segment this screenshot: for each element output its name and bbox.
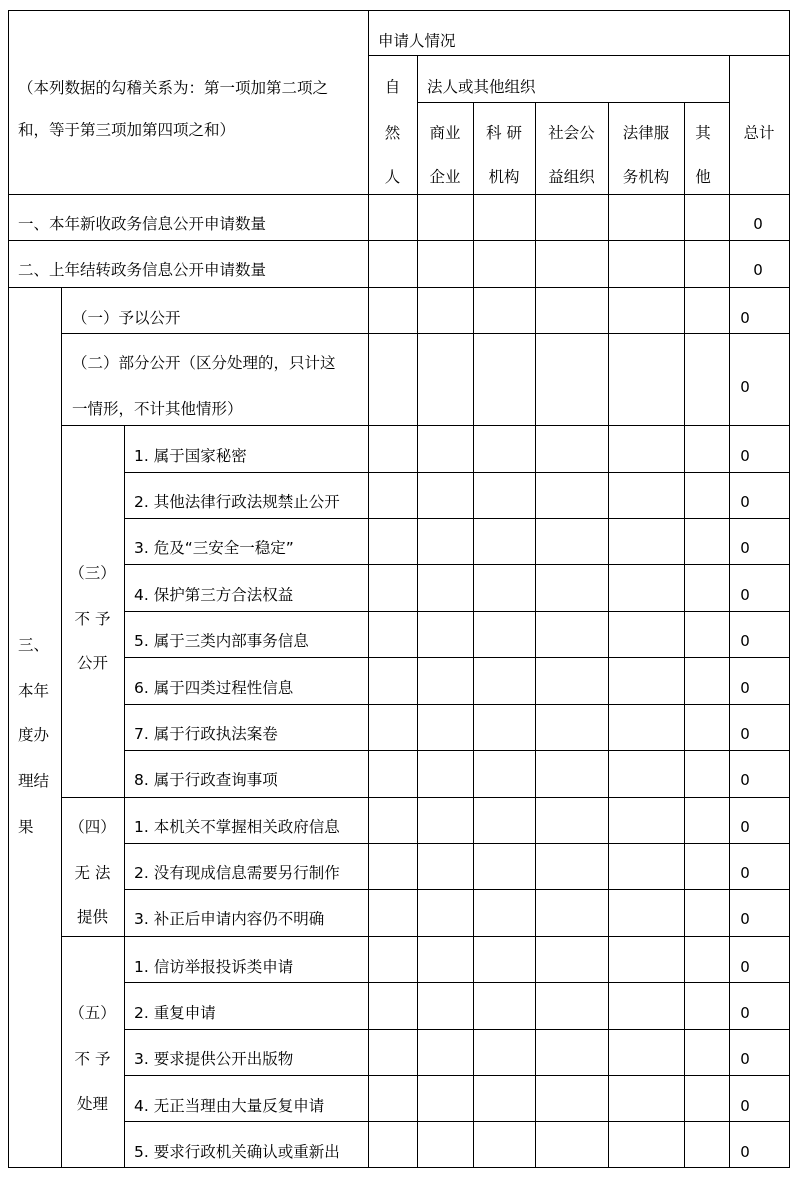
total-value: 0 bbox=[740, 539, 750, 557]
total-value: 0 bbox=[740, 679, 750, 697]
not-open-label-3: 公开 bbox=[76, 654, 108, 672]
cannot-provide-label-3: 提供 bbox=[76, 908, 108, 926]
not-open-label-2: 不 予 bbox=[74, 610, 111, 628]
not-open-item-3: 3. 危及“三安全一稳定” bbox=[134, 539, 294, 557]
section3-label-5: 果 bbox=[18, 818, 34, 836]
not-open-item-2: 2. 其他法律行政法规禁止公开 bbox=[134, 493, 340, 511]
cannot-provide-item-2: 2. 没有现成信息需要另行制作 bbox=[134, 864, 340, 882]
section3-label-2: 本年 bbox=[18, 682, 50, 700]
section3-label-4: 理结 bbox=[18, 772, 50, 790]
other-header-1: 其 bbox=[695, 124, 711, 142]
not-process-item-5: 5. 要求行政机关确认或重新出 bbox=[134, 1143, 340, 1161]
applicant-situation-header: 申请人情况 bbox=[378, 32, 456, 50]
legal-service-header-1: 法律服 bbox=[622, 124, 670, 142]
row-new-applications-label: 一、本年新收政务信息公开申请数量 bbox=[18, 215, 267, 233]
total-value: 0 bbox=[740, 632, 750, 650]
not-open-item-8: 8. 属于行政查询事项 bbox=[134, 771, 278, 789]
open-partial-line-2: 一情形，不计其他情形） bbox=[72, 400, 243, 418]
total-value: 0 bbox=[740, 771, 750, 789]
cannot-provide-label-1: （四） bbox=[69, 818, 116, 836]
not-open-item-4: 4. 保护第三方合法权益 bbox=[134, 586, 294, 604]
total-value: 0 bbox=[740, 1004, 750, 1022]
total-value: 0 bbox=[753, 215, 763, 233]
open-full-label: （一）予以公开 bbox=[72, 309, 181, 327]
total-value: 0 bbox=[740, 1097, 750, 1115]
total-value: 0 bbox=[740, 818, 750, 836]
open-partial-line-1: （二）部分公开（区分处理的，只计这 bbox=[72, 354, 336, 372]
total-value: 0 bbox=[740, 864, 750, 882]
not-process-item-4: 4. 无正当理由大量反复申请 bbox=[134, 1097, 325, 1115]
cannot-provide-label-2: 无 法 bbox=[74, 864, 111, 882]
total-value: 0 bbox=[740, 447, 750, 465]
total-value: 0 bbox=[740, 910, 750, 928]
other-header-2: 他 bbox=[695, 168, 711, 186]
research-header-2: 机构 bbox=[488, 168, 520, 186]
not-open-label-1: （三） bbox=[69, 564, 116, 582]
note-line-2: 和，等于第三项加第四项之和） bbox=[18, 121, 236, 139]
not-open-item-1: 1. 属于国家秘密 bbox=[134, 447, 247, 465]
not-open-item-5: 5. 属于三类内部事务信息 bbox=[134, 632, 309, 650]
total-value: 0 bbox=[753, 261, 763, 279]
not-process-label-3: 处理 bbox=[76, 1095, 108, 1113]
total-value: 0 bbox=[740, 1143, 750, 1161]
not-process-item-2: 2. 重复申请 bbox=[134, 1004, 216, 1022]
cannot-provide-item-1: 1. 本机关不掌握相关政府信息 bbox=[134, 818, 340, 836]
total-header: 总计 bbox=[743, 124, 775, 142]
not-process-label-1: （五） bbox=[69, 1004, 116, 1022]
social-header-1: 社会公 bbox=[548, 124, 595, 142]
total-value: 0 bbox=[740, 586, 750, 604]
section3-label-1: 三、 bbox=[18, 636, 50, 654]
social-header-2: 益组织 bbox=[548, 168, 595, 186]
commercial-header-1: 商业 bbox=[429, 124, 461, 142]
legal-person-group-header: 法人或其他组织 bbox=[427, 78, 536, 96]
natural-person-header-3: 人 bbox=[384, 168, 401, 186]
commercial-header-2: 企业 bbox=[429, 168, 461, 186]
natural-person-header-2: 然 bbox=[384, 124, 401, 142]
total-value: 0 bbox=[740, 493, 750, 511]
cannot-provide-item-3: 3. 补正后申请内容仍不明确 bbox=[134, 910, 325, 928]
research-header-1: 科 研 bbox=[486, 124, 522, 142]
total-value: 0 bbox=[740, 378, 750, 396]
natural-person-header-1: 自 bbox=[384, 78, 401, 96]
not-open-item-7: 7. 属于行政执法案卷 bbox=[134, 725, 278, 743]
not-open-item-6: 6. 属于四类过程性信息 bbox=[134, 679, 294, 697]
not-process-item-1: 1. 信访举报投诉类申请 bbox=[134, 958, 294, 976]
note-line-1: （本列数据的勾稽关系为：第一项加第二项之 bbox=[18, 79, 329, 97]
total-value: 0 bbox=[740, 1050, 750, 1068]
section3-label-3: 度办 bbox=[18, 726, 50, 744]
not-process-label-2: 不 予 bbox=[74, 1050, 111, 1068]
row-carried-over-label: 二、上年结转政务信息公开申请数量 bbox=[18, 261, 267, 279]
total-value: 0 bbox=[740, 725, 750, 743]
legal-service-header-2: 务机构 bbox=[622, 168, 670, 186]
total-value: 0 bbox=[740, 309, 750, 327]
not-process-item-3: 3. 要求提供公开出版物 bbox=[134, 1050, 294, 1068]
total-value: 0 bbox=[740, 958, 750, 976]
